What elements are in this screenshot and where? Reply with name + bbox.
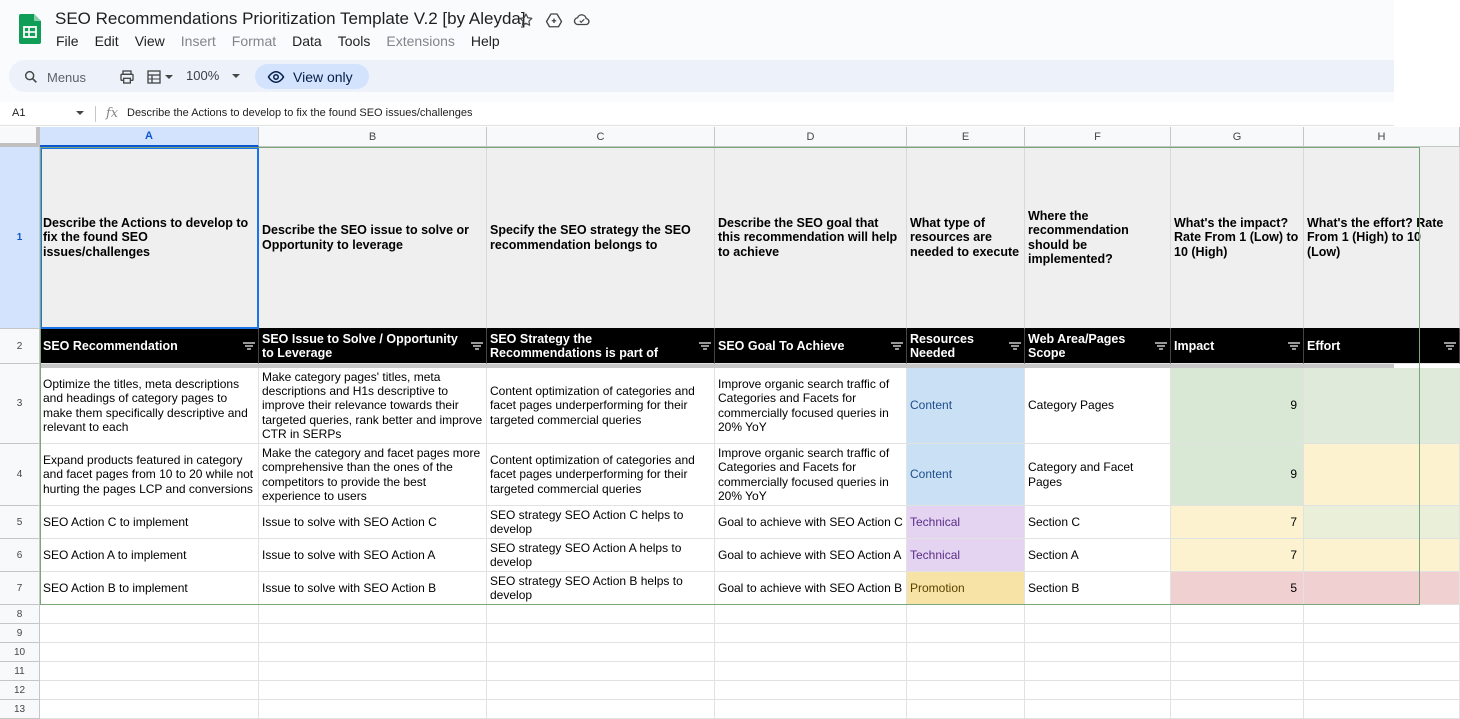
cell-text: Content <box>910 398 953 413</box>
empty-cell[interactable] <box>259 681 487 700</box>
zoom-select[interactable] <box>186 68 241 83</box>
cell-effort[interactable] <box>1304 368 1460 444</box>
cell-scope[interactable] <box>1025 506 1171 539</box>
column-letter: C <box>596 130 605 143</box>
cell-text: What type of resources are needed to execute <box>910 216 1020 259</box>
sheets-logo-icon[interactable] <box>19 14 41 44</box>
cell-text: Section A <box>1028 547 1079 562</box>
cell-effort[interactable] <box>1304 444 1460 506</box>
empty-cell[interactable] <box>1171 643 1304 662</box>
empty-cell[interactable] <box>1304 605 1460 624</box>
column-header-a[interactable] <box>40 127 259 147</box>
cell-text: Goal to achieve with SEO Action C <box>718 514 903 529</box>
cell-text: Expand products featured in category and facet pages from 10 to 20 while not hurting the pages LCP and conversions <box>43 453 254 496</box>
row-header-9[interactable] <box>0 624 40 643</box>
cell-issue[interactable] <box>259 539 487 572</box>
cell-text: Technical <box>910 547 961 562</box>
empty-cell[interactable] <box>40 681 259 700</box>
cell-text: Content <box>910 467 953 482</box>
row-number: 8 <box>16 608 23 620</box>
filter-icon[interactable] <box>471 342 483 350</box>
cell-issue[interactable] <box>259 444 487 506</box>
cell-text: SEO strategy SEO Action A helps to develop <box>490 540 682 569</box>
row-header-1[interactable] <box>0 147 40 329</box>
fx-icon: fx <box>106 106 119 121</box>
empty-cell[interactable] <box>487 605 715 624</box>
cell-resource[interactable] <box>907 368 1025 444</box>
description-cell-f[interactable] <box>1025 147 1171 329</box>
spreadsheet-grid[interactable] <box>0 127 1444 715</box>
cell-text: Improve organic search traffic of Categories and Facets for commercially focused queries in 20% YoY <box>718 377 890 434</box>
column-header-c[interactable] <box>487 127 715 147</box>
row-header-5[interactable] <box>0 506 40 539</box>
cell-goal[interactable] <box>715 444 907 506</box>
empty-cell[interactable] <box>715 700 907 719</box>
header-cell-e[interactable] <box>907 329 1025 364</box>
header-cell-a[interactable] <box>40 329 259 364</box>
header-cell-h[interactable] <box>1304 329 1460 364</box>
cell-strategy[interactable] <box>487 368 715 444</box>
empty-cell[interactable] <box>487 700 715 719</box>
cell-issue[interactable] <box>259 572 487 605</box>
cell-text: Improve organic search traffic of Categories and Facets for commercially focused queries in 20% YoY <box>718 446 890 503</box>
cell-recommendation[interactable] <box>40 368 259 444</box>
header-cell-d[interactable] <box>715 329 907 364</box>
cell-strategy[interactable] <box>487 506 715 539</box>
row-number: 7 <box>16 582 23 594</box>
cell-scope[interactable] <box>1025 572 1171 605</box>
empty-cell[interactable] <box>1025 624 1171 643</box>
row-number: 6 <box>16 549 23 561</box>
divider <box>95 106 96 122</box>
row-header-6[interactable] <box>0 539 40 572</box>
filter-icon[interactable] <box>1444 342 1456 350</box>
empty-cell[interactable] <box>1304 624 1460 643</box>
empty-cell[interactable] <box>259 662 487 681</box>
cell-text: Content optimization of categories and facet pages underperforming for their targeted commercial queries <box>490 453 695 496</box>
cell-issue[interactable] <box>259 506 487 539</box>
empty-cell[interactable] <box>907 624 1025 643</box>
chevron-down-icon <box>231 71 241 81</box>
search-icon <box>23 69 39 85</box>
header-label: SEO Issue to Solve / Opportunity to Leverage <box>262 331 458 360</box>
cell-text: 9 <box>1290 467 1297 482</box>
cell-text: Issue to solve with SEO Action A <box>262 547 436 562</box>
cell-text: Goal to achieve with SEO Action A <box>718 547 902 562</box>
cell-recommendation[interactable] <box>40 506 259 539</box>
empty-cell[interactable] <box>715 624 907 643</box>
filter-icon[interactable] <box>1288 342 1300 350</box>
cloud-status-icon[interactable] <box>572 10 592 30</box>
description-cell-a[interactable] <box>40 147 259 329</box>
app-header <box>0 0 1394 56</box>
search-menus[interactable] <box>23 64 117 90</box>
column-header-e[interactable] <box>907 127 1025 147</box>
empty-cell[interactable] <box>1171 700 1304 719</box>
row-number: 3 <box>16 398 23 409</box>
cell-text: 7 <box>1290 514 1297 529</box>
cell-text: Describe the Actions to develop to fix the found SEO issues/challenges <box>43 216 249 259</box>
row-number: 2 <box>16 340 23 352</box>
cell-goal[interactable] <box>715 539 907 572</box>
empty-cell[interactable] <box>259 643 487 662</box>
row-number: 4 <box>16 469 23 480</box>
cell-text: SEO strategy SEO Action B helps to develop <box>490 573 683 602</box>
cell-text: Where the recommendation should be implemented? <box>1028 209 1129 266</box>
cell-goal[interactable] <box>715 572 907 605</box>
header-label: Impact <box>1174 338 1215 353</box>
cell-strategy[interactable] <box>487 572 715 605</box>
cell-impact[interactable] <box>1171 539 1304 572</box>
header-label: Web Area/Pages Scope <box>1028 331 1126 360</box>
cell-goal[interactable] <box>715 368 907 444</box>
menu-format[interactable]: Format <box>231 33 277 49</box>
menu-bar <box>48 31 508 51</box>
view-only-button[interactable] <box>255 64 369 89</box>
cell-scope[interactable] <box>1025 539 1171 572</box>
header-cell-f[interactable] <box>1025 329 1171 364</box>
zoom-value: 100% <box>186 68 220 83</box>
eye-icon <box>267 68 285 86</box>
cell-text: Describe the SEO issue to solve or Opportunity to leverage <box>262 223 470 252</box>
cell-recommendation[interactable] <box>40 572 259 605</box>
column-letter: F <box>1094 130 1101 143</box>
column-header-f[interactable] <box>1025 127 1171 147</box>
row-header-7[interactable] <box>0 572 40 605</box>
filter-icon[interactable] <box>243 342 255 350</box>
search-placeholder: Menus <box>47 69 87 85</box>
column-letter: B <box>368 130 377 143</box>
row-header-3[interactable] <box>0 364 40 444</box>
filter-icon[interactable] <box>699 342 711 350</box>
cell-resource[interactable] <box>907 506 1025 539</box>
menu-data[interactable]: Data <box>292 33 322 49</box>
empty-cell[interactable] <box>1025 605 1171 624</box>
cell-text: SEO strategy SEO Action C helps to develop <box>490 507 684 536</box>
document-title[interactable]: SEO Recommendations Prioritization Template V.2 [by Aleyda] <box>55 9 526 28</box>
cell-effort[interactable] <box>1304 506 1460 539</box>
empty-cell[interactable] <box>1025 700 1171 719</box>
column-letter: A <box>145 130 153 142</box>
menu-help[interactable]: Help <box>470 33 500 49</box>
row-header-13[interactable] <box>0 700 40 719</box>
cell-text: Content optimization of categories and facet pages underperforming for their targeted commercial queries <box>490 384 695 427</box>
column-letter: D <box>806 130 815 143</box>
header-label: Effort <box>1307 338 1341 353</box>
empty-cell[interactable] <box>487 643 715 662</box>
cell-text: SEO Action C to implement <box>43 514 189 529</box>
row-number: 13 <box>13 703 26 715</box>
empty-cell[interactable] <box>1304 643 1460 662</box>
column-letter: G <box>1232 130 1242 143</box>
empty-cell[interactable] <box>715 662 907 681</box>
empty-cell[interactable] <box>1025 643 1171 662</box>
empty-cell[interactable] <box>40 700 259 719</box>
cell-text: What's the effort? Rate From 1 (High) to 10 (Low) <box>1307 216 1444 259</box>
cell-text: Goal to achieve with SEO Action B <box>718 580 903 595</box>
description-cell-e[interactable] <box>907 147 1025 329</box>
cell-text: SEO Action B to implement <box>43 580 188 595</box>
cell-scope[interactable] <box>1025 444 1171 506</box>
menu-insert[interactable]: Insert <box>180 33 216 49</box>
chevron-down-icon <box>164 72 174 82</box>
cell-resource[interactable] <box>907 539 1025 572</box>
row-header-8[interactable] <box>0 605 40 624</box>
empty-cell[interactable] <box>40 662 259 681</box>
empty-cell[interactable] <box>1304 681 1460 700</box>
cell-text: Make the category and facet pages more comprehensive than the ones of the competitors to provide the best experience to users <box>262 446 481 503</box>
filter-icon[interactable] <box>1155 342 1167 350</box>
cell-text: Make category pages' titles, meta descriptions and H1s descriptive to improve their relevance towards their targeted queries, rank better and improve CTR in SERPs <box>262 369 483 441</box>
filter-icon[interactable] <box>891 342 903 350</box>
cell-text: Optimize the titles, meta descriptions and headings of category pages to make them specifically descriptive and relevant to each <box>43 377 248 434</box>
cell-resource[interactable] <box>907 444 1025 506</box>
cell-text: 5 <box>1290 580 1297 595</box>
row-header-4[interactable] <box>0 444 40 506</box>
description-cell-h[interactable] <box>1304 147 1460 329</box>
view-only-label: View only <box>293 68 353 85</box>
row-number: 10 <box>13 646 26 658</box>
cell-goal[interactable] <box>715 506 907 539</box>
row-header-2[interactable] <box>0 329 40 364</box>
cell-impact[interactable] <box>1171 368 1304 444</box>
empty-cell[interactable] <box>907 700 1025 719</box>
empty-cell[interactable] <box>715 681 907 700</box>
header-cell-c[interactable] <box>487 329 715 364</box>
formula-input[interactable]: Describe the Actions to develop to fix the found SEO issues/challenges <box>127 107 473 119</box>
cell-text: Describe the SEO goal that this recommendation will help to achieve <box>718 216 898 259</box>
empty-cell[interactable] <box>1304 700 1460 719</box>
row-header-10[interactable] <box>0 643 40 662</box>
column-letter: H <box>1377 130 1386 143</box>
description-cell-g[interactable] <box>1171 147 1304 329</box>
empty-cell[interactable] <box>1171 662 1304 681</box>
cell-text: Promotion <box>910 580 965 595</box>
move-to-drive-icon[interactable] <box>544 10 564 30</box>
menu-file[interactable]: File <box>56 33 79 49</box>
cell-text: 9 <box>1290 398 1297 413</box>
empty-cell[interactable] <box>259 605 487 624</box>
cell-text: SEO Action A to implement <box>43 547 187 562</box>
cell-impact[interactable] <box>1171 444 1304 506</box>
row-number: 5 <box>16 516 23 528</box>
empty-cell[interactable] <box>907 681 1025 700</box>
cell-text: Issue to solve with SEO Action B <box>262 580 437 595</box>
row-number: 1 <box>16 232 23 243</box>
row-number: 9 <box>16 627 23 639</box>
print-icon[interactable] <box>119 68 135 86</box>
menu-edit[interactable]: Edit <box>94 33 119 49</box>
empty-cell[interactable] <box>259 624 487 643</box>
empty-cell[interactable] <box>487 662 715 681</box>
cell-issue[interactable] <box>259 368 487 444</box>
cell-recommendation[interactable] <box>40 444 259 506</box>
toolbar <box>9 60 1394 92</box>
row-number: 12 <box>13 684 26 696</box>
cell-text: Section B <box>1028 580 1080 595</box>
cell-text: Section C <box>1028 514 1081 529</box>
cell-resource[interactable] <box>907 572 1025 605</box>
empty-cell[interactable] <box>487 624 715 643</box>
empty-cell[interactable] <box>40 605 259 624</box>
cell-scope[interactable] <box>1025 368 1171 444</box>
empty-cell[interactable] <box>40 624 259 643</box>
header-cell-b[interactable] <box>259 329 487 364</box>
menu-tools[interactable]: Tools <box>337 33 371 49</box>
row-number: 11 <box>14 665 25 677</box>
header-label: SEO Goal To Achieve <box>718 338 845 353</box>
empty-cell[interactable] <box>1171 624 1304 643</box>
empty-cell[interactable] <box>907 662 1025 681</box>
cell-impact[interactable] <box>1171 506 1304 539</box>
name-box[interactable]: A1 <box>12 107 26 119</box>
empty-cell[interactable] <box>1025 662 1171 681</box>
row-header-12[interactable] <box>0 681 40 700</box>
description-cell-b[interactable] <box>259 147 487 329</box>
cell-text: Technical <box>910 514 961 529</box>
empty-cell[interactable] <box>907 605 1025 624</box>
cell-text: Issue to solve with SEO Action C <box>262 514 437 529</box>
empty-cell[interactable] <box>715 643 907 662</box>
cell-text: 7 <box>1290 547 1297 562</box>
empty-cell[interactable] <box>715 605 907 624</box>
header-label: Resources Needed <box>910 331 974 360</box>
column-header-h[interactable] <box>1304 127 1460 147</box>
empty-cell[interactable] <box>907 643 1025 662</box>
menu-extensions[interactable]: Extensions <box>386 33 455 49</box>
empty-cell[interactable] <box>1025 681 1171 700</box>
chevron-down-icon[interactable] <box>75 108 85 118</box>
menu-view[interactable]: View <box>134 33 165 49</box>
cell-effort[interactable] <box>1304 539 1460 572</box>
column-header-g[interactable] <box>1171 127 1304 147</box>
row-header-11[interactable] <box>0 662 40 681</box>
header-label: SEO Recommendation <box>43 338 178 353</box>
cell-text: Specify the SEO strategy the SEO recommendation belongs to <box>490 223 691 252</box>
empty-cell[interactable] <box>1171 681 1304 700</box>
formula-bar <box>0 102 1394 126</box>
header-cell-g[interactable] <box>1171 329 1304 364</box>
empty-cell[interactable] <box>259 700 487 719</box>
cell-strategy[interactable] <box>487 444 715 506</box>
description-cell-d[interactable] <box>715 147 907 329</box>
header-label: SEO Strategy the Recommendations is part of <box>490 331 659 360</box>
cell-recommendation[interactable] <box>40 539 259 572</box>
empty-cell[interactable] <box>1304 662 1460 681</box>
cell-strategy[interactable] <box>487 539 715 572</box>
column-header-b[interactable] <box>259 127 487 147</box>
cell-impact[interactable] <box>1171 572 1304 605</box>
empty-cell[interactable] <box>487 681 715 700</box>
column-header-d[interactable] <box>715 127 907 147</box>
format-table-icon[interactable] <box>146 68 174 86</box>
cell-text: Category Pages <box>1028 398 1115 413</box>
cell-text: What's the impact? Rate From 1 (Low) to 10 (High) <box>1174 216 1299 259</box>
description-cell-c[interactable] <box>487 147 715 329</box>
cell-effort[interactable] <box>1304 572 1460 605</box>
empty-cell[interactable] <box>40 643 259 662</box>
filter-icon[interactable] <box>1009 342 1021 350</box>
select-all-corner[interactable] <box>0 127 40 147</box>
star-icon[interactable] <box>516 10 536 30</box>
column-letter: E <box>961 130 970 143</box>
cell-text: Category and Facet Pages <box>1028 460 1134 489</box>
empty-cell[interactable] <box>1171 605 1304 624</box>
